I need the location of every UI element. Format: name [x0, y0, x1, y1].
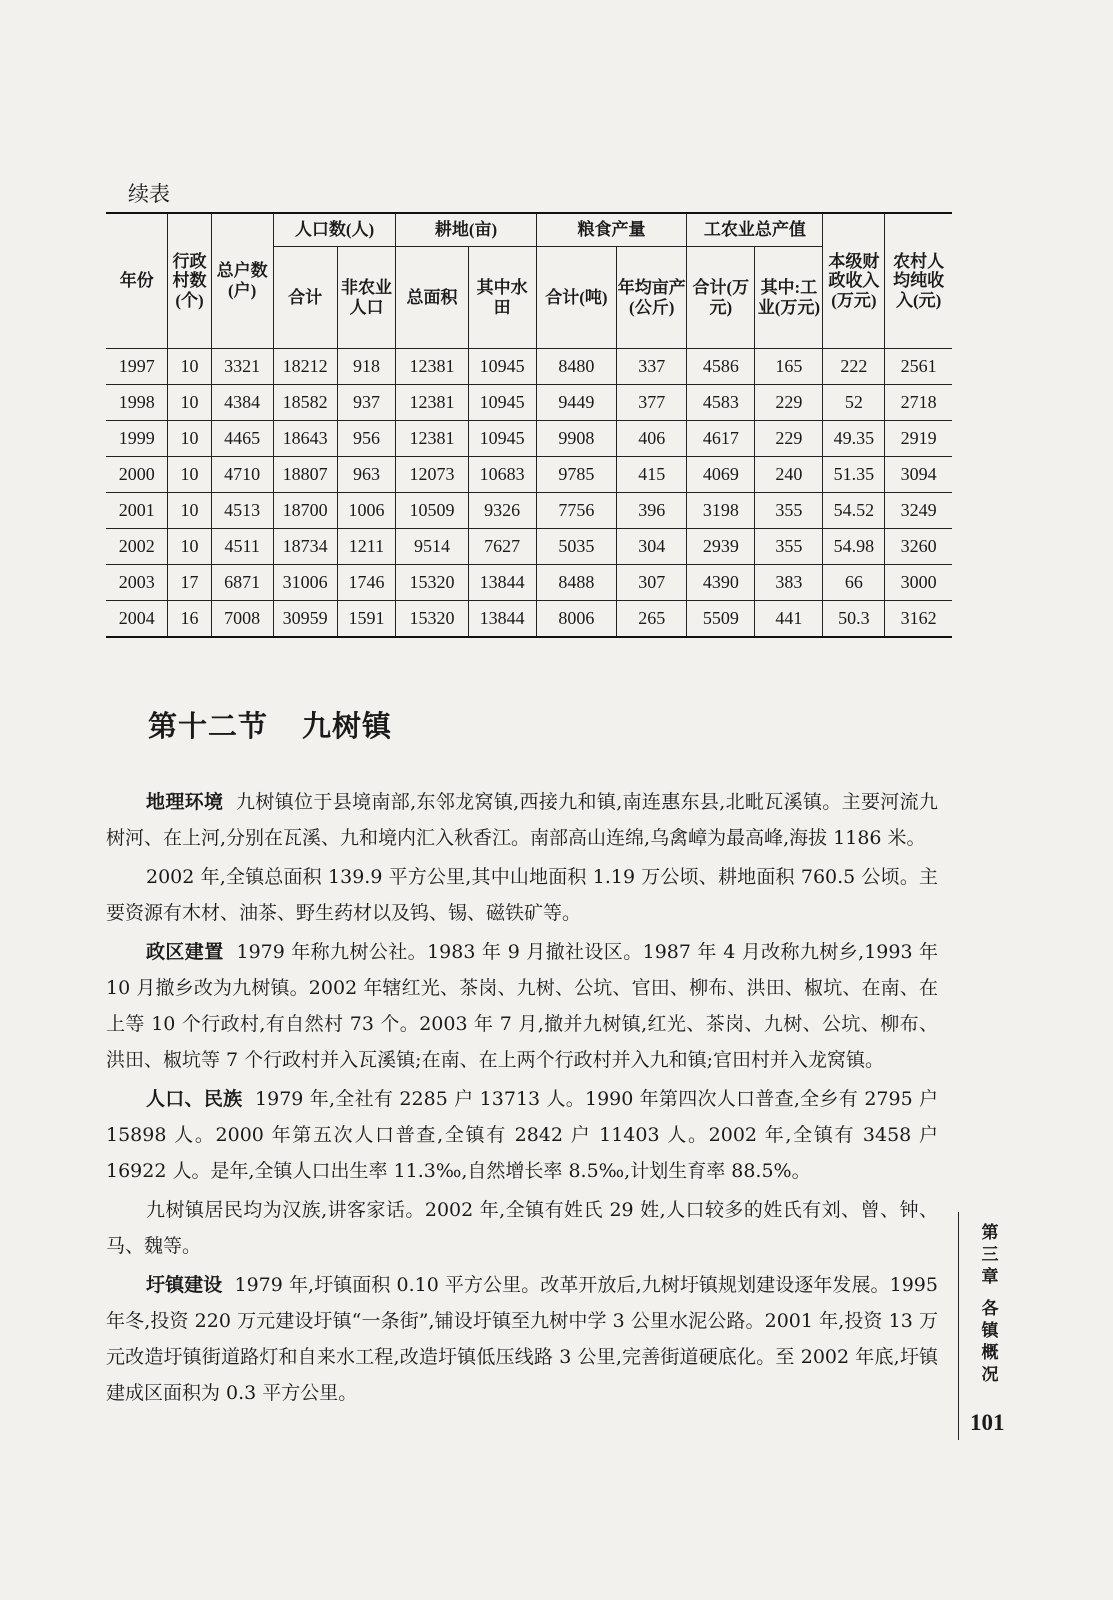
paragraph: [106, 934, 938, 1078]
paragraph-text: 九树镇居民均为汉族,讲客家话。2002 年,全镇有姓氏 29 姓,人口较多的姓氏有刘、曾、钟、马、魏等。: [106, 1199, 938, 1257]
header-output-group: 工农业总产值: [687, 213, 823, 247]
table-cell: 8480: [536, 349, 616, 385]
table-cell: 66: [823, 565, 885, 601]
table-cell: 2561: [885, 349, 952, 385]
table-cell: 3321: [211, 349, 273, 385]
table-cell: 4465: [211, 421, 273, 457]
header-grain-yield: 年均亩产(公斤): [617, 247, 687, 349]
table-cell: 30959: [273, 601, 337, 638]
body-text: [106, 784, 938, 1414]
table-cell: 10: [168, 385, 211, 421]
table-cell: 383: [755, 565, 823, 601]
paragraph-text: 2002 年,全镇总面积 139.9 平方公里,其中山地面积 1.19 万公顷、耕地面积 760.5 公顷。主要资源有木材、油茶、野生药材以及钨、锡、磁铁矿等。: [106, 866, 938, 924]
header-fiscal: 本级财政收入(万元): [823, 213, 885, 349]
table-cell: 10: [168, 421, 211, 457]
paragraph-text: 九树镇位于县境南部,东邻龙窝镇,西接九和镇,南连惠东县,北毗瓦溪镇。主要河流九树河、在上河,分别在瓦溪、九和境内汇入秋香江。南部高山连绵,乌禽嶂为最高峰,海拔 1186 米。: [106, 791, 938, 849]
table-cell: 3162: [885, 601, 952, 638]
table-cell: 337: [617, 349, 687, 385]
chapter-tab: [972, 1222, 1008, 1386]
table-cell: 4710: [211, 457, 273, 493]
table-cell: 18582: [273, 385, 337, 421]
header-year: 年份: [106, 213, 168, 349]
table-cell: 7008: [211, 601, 273, 638]
paragraph: [106, 1192, 938, 1264]
table-cell: 10945: [468, 349, 536, 385]
table-cell: 7627: [468, 529, 536, 565]
header-population-nonagri: 非农业人口: [337, 247, 396, 349]
table-row: [106, 601, 952, 638]
table-cell: 4583: [687, 385, 755, 421]
paragraph: [106, 859, 938, 931]
table-cell: 18700: [273, 493, 337, 529]
table-cell: 304: [617, 529, 687, 565]
section-number: 第十二节: [148, 709, 269, 743]
page-number: 101: [970, 1410, 1005, 1435]
header-households: 总户数(户): [211, 213, 273, 349]
paragraph: [106, 1267, 938, 1411]
table-cell: 7756: [536, 493, 616, 529]
table-cell: 9326: [468, 493, 536, 529]
table-cell: 2939: [687, 529, 755, 565]
table-cell: 2718: [885, 385, 952, 421]
header-villages: 行政村数(个): [168, 213, 211, 349]
table-cell: 12073: [396, 457, 468, 493]
table-cell: 51.35: [823, 457, 885, 493]
table-cell: 1006: [337, 493, 396, 529]
table-cell: 1997: [106, 349, 168, 385]
table-cell: 18212: [273, 349, 337, 385]
table-cell: 10: [168, 349, 211, 385]
paragraph-label: 人口、民族: [146, 1088, 243, 1110]
table-cell: 3000: [885, 565, 952, 601]
table-cell: 4384: [211, 385, 273, 421]
table-cell: 54.52: [823, 493, 885, 529]
table-cell: 16: [168, 601, 211, 638]
table-cell: 1999: [106, 421, 168, 457]
table-cell: 396: [617, 493, 687, 529]
table-cell: 6871: [211, 565, 273, 601]
margin-divider: [958, 1212, 959, 1440]
table-cell: 3260: [885, 529, 952, 565]
table-cell: 2003: [106, 565, 168, 601]
paragraph-label: 政区建置: [146, 941, 224, 963]
table-cell: 229: [755, 421, 823, 457]
table-cell: 4069: [687, 457, 755, 493]
table-cell: 50.3: [823, 601, 885, 638]
table-cell: 3094: [885, 457, 952, 493]
table-cell: 13844: [468, 601, 536, 638]
table-cell: 377: [617, 385, 687, 421]
table-cell: 9785: [536, 457, 616, 493]
header-income: 农村人均纯收入(元): [885, 213, 952, 349]
table-cell: 54.98: [823, 529, 885, 565]
paragraph-text: 1979 年,圩镇面积 0.10 平方公里。改革开放后,九树圩镇规划建设逐年发展。1995 年冬,投资 220 万元建设圩镇“一条街”,铺设圩镇至九树中学 3 公里水泥公路。2001 年,投资 13 万元改造圩镇街道路灯和自来水工程,改造圩镇低压线路 3 公里,完善街道硬底化。至 2002 年底,圩镇建成区面积为 0.3 平方公里。: [106, 1274, 938, 1404]
table-cell: 4513: [211, 493, 273, 529]
table-cell: 222: [823, 349, 885, 385]
table-cell: 9449: [536, 385, 616, 421]
table-cell: 441: [755, 601, 823, 638]
table-cell: 265: [617, 601, 687, 638]
table-cell: 1998: [106, 385, 168, 421]
table-cell: 15320: [396, 565, 468, 601]
table-body: [106, 349, 952, 638]
table-cell: 2919: [885, 421, 952, 457]
table-cell: 9908: [536, 421, 616, 457]
table-cell: 31006: [273, 565, 337, 601]
header-farmland-total: 总面积: [396, 247, 468, 349]
table-cell: 3249: [885, 493, 952, 529]
table-cell: 415: [617, 457, 687, 493]
header-output-industry: 其中:工业(万元): [755, 247, 823, 349]
header-population-total: 合计: [273, 247, 337, 349]
table-caption: 续表: [128, 182, 170, 206]
table-cell: 229: [755, 385, 823, 421]
table-row: [106, 565, 952, 601]
table-cell: 10: [168, 457, 211, 493]
table-cell: 10945: [468, 385, 536, 421]
table-cell: 5035: [536, 529, 616, 565]
table-cell: 12381: [396, 349, 468, 385]
table-cell: 4511: [211, 529, 273, 565]
paragraph-text: 1979 年,全社有 2285 户 13713 人。1990 年第四次人口普查,全乡有 2795 户 15898 人。2000 年第五次人口普查,全镇有 2842 户 11403 人。2002 年,全镇有 3458 户 16922 人。是年,全镇人口出生率 11.3‰,自然增长率 8.5‰,计划生育率 88.5%。: [106, 1088, 938, 1182]
paragraph-label: 地理环境: [146, 791, 224, 813]
table-row: [106, 529, 952, 565]
table-cell: 3198: [687, 493, 755, 529]
table-cell: 4617: [687, 421, 755, 457]
table-cell: 9514: [396, 529, 468, 565]
table-cell: 165: [755, 349, 823, 385]
table-row: [106, 349, 952, 385]
table-cell: 13844: [468, 565, 536, 601]
header-output-total: 合计(万元): [687, 247, 755, 349]
table-cell: 240: [755, 457, 823, 493]
table-cell: 355: [755, 529, 823, 565]
statistics-table: [106, 212, 952, 638]
table-cell: 918: [337, 349, 396, 385]
table-cell: 8006: [536, 601, 616, 638]
paragraph-label: 圩镇建设: [146, 1274, 223, 1296]
header-grain-group: 粮食产量: [536, 213, 687, 247]
table-cell: 406: [617, 421, 687, 457]
table-cell: 18807: [273, 457, 337, 493]
table-cell: 10: [168, 493, 211, 529]
table-cell: 355: [755, 493, 823, 529]
table-cell: 52: [823, 385, 885, 421]
table-cell: 10: [168, 529, 211, 565]
table-cell: 2001: [106, 493, 168, 529]
table-cell: 2000: [106, 457, 168, 493]
table-cell: 18643: [273, 421, 337, 457]
table-cell: 956: [337, 421, 396, 457]
table-cell: 4586: [687, 349, 755, 385]
header-farmland-group: 耕地(亩): [396, 213, 536, 247]
table-cell: 1746: [337, 565, 396, 601]
chapter-label: 第 三 章: [981, 1223, 999, 1287]
table-cell: 963: [337, 457, 396, 493]
section-title: [148, 704, 392, 745]
table-cell: 8488: [536, 565, 616, 601]
table-row: [106, 421, 952, 457]
paragraph-text: 1979 年称九树公社。1983 年 9 月撤社设区。1987 年 4 月改称九树乡,1993 年 10 月撤乡改为九树镇。2002 年辖红光、茶岗、九树、公坑、官田、柳布、洪田、椒坑、在南、在上等 10 个行政村,有自然村 73 个。2003 年 7 月,撤并九树镇,红光、茶岗、九树、公坑、柳布、洪田、椒坑等 7 个行政村并入瓦溪镇;在南、在上两个行政村并入九和镇;官田村并入龙窝镇。: [106, 941, 938, 1071]
table-cell: 1591: [337, 601, 396, 638]
table-cell: 937: [337, 385, 396, 421]
table-cell: 5509: [687, 601, 755, 638]
table-cell: 2004: [106, 601, 168, 638]
paragraph: [106, 1081, 938, 1189]
table-cell: 12381: [396, 385, 468, 421]
table-cell: 17: [168, 565, 211, 601]
table-row: [106, 493, 952, 529]
table-cell: 4390: [687, 565, 755, 601]
table-cell: 307: [617, 565, 687, 601]
header-population-group: 人口数(人): [273, 213, 396, 247]
section-name: 九树镇: [302, 709, 393, 743]
table-cell: 12381: [396, 421, 468, 457]
table-cell: 18734: [273, 529, 337, 565]
table-cell: 10945: [468, 421, 536, 457]
chapter-title: 各 镇 概 况: [981, 1299, 999, 1385]
table-cell: 49.35: [823, 421, 885, 457]
header-farmland-paddy: 其中水田: [468, 247, 536, 349]
paragraph: [106, 784, 938, 856]
table-cell: 10509: [396, 493, 468, 529]
table-cell: 1211: [337, 529, 396, 565]
table-cell: 2002: [106, 529, 168, 565]
table-cell: 10683: [468, 457, 536, 493]
table-row: [106, 385, 952, 421]
table-cell: 15320: [396, 601, 468, 638]
table-row: [106, 457, 952, 493]
header-grain-total: 合计(吨): [536, 247, 616, 349]
